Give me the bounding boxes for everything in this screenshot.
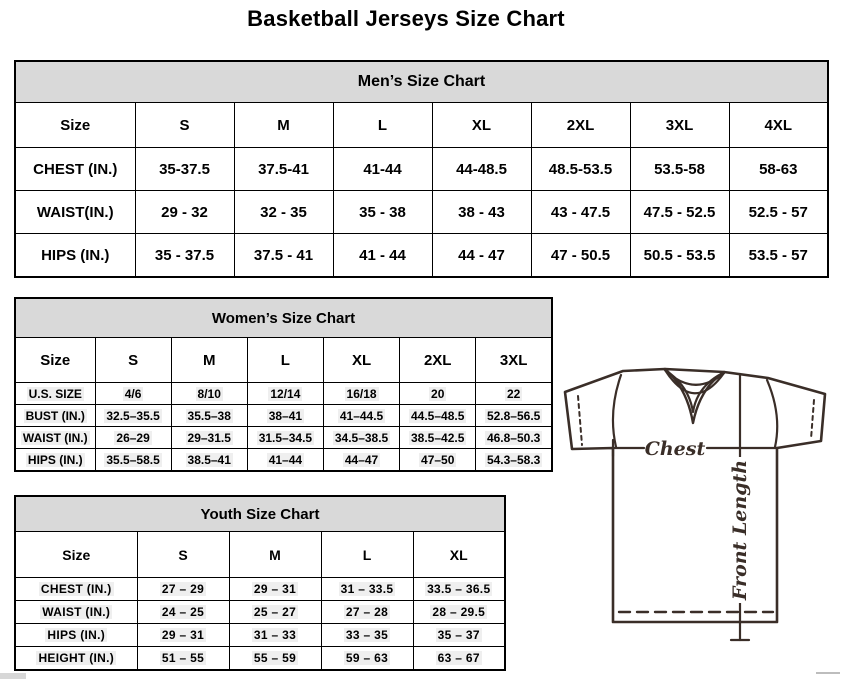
mens-value-cell [729, 148, 828, 191]
mens-header-cell: 2XL [531, 103, 630, 148]
chest-label: Chest [644, 438, 706, 460]
mens-value-cell [729, 234, 828, 278]
youth-value-text: 29 – 31 [161, 628, 205, 642]
mens-value-text: 47 - 50.5 [550, 246, 611, 264]
mens-header-cell: 4XL [729, 103, 828, 148]
womens-value-text: 26–29 [116, 430, 150, 445]
womens-row-label [15, 405, 95, 427]
womens-value-cell [476, 449, 552, 472]
mens-value-text: 50.5 - 53.5 [643, 246, 716, 264]
womens-value-cell [95, 405, 171, 427]
womens-header-cell: XL [323, 338, 399, 383]
mens-chart-title: Men’s Size Chart [15, 61, 828, 103]
womens-chart-title: Women’s Size Chart [15, 298, 552, 338]
womens-value-cell [247, 405, 323, 427]
mens-value-cell [234, 191, 333, 234]
jersey-measurement-diagram [555, 360, 843, 652]
youth-header-cell: L [321, 532, 413, 578]
youth-value-text: 63 – 67 [437, 651, 480, 665]
youth-value-text: 51 – 55 [161, 651, 205, 665]
mens-row-label-text: CHEST (IN.) [33, 160, 118, 178]
womens-header-cell: S [95, 338, 171, 383]
womens-value-cell [323, 383, 399, 405]
womens-value-cell [323, 405, 399, 427]
womens-value-cell [247, 383, 323, 405]
mens-row-label [15, 148, 135, 191]
womens-value-text: 44.5–48.5 [411, 408, 465, 423]
mens-header-cell: 3XL [630, 103, 729, 148]
mens-value-cell [630, 234, 729, 278]
youth-header-cell: Size [15, 532, 137, 578]
mens-value-text: 52.5 - 57 [748, 203, 808, 221]
youth-value-text: 59 – 63 [345, 651, 389, 665]
mens-header-cell: XL [432, 103, 531, 148]
mens-value-cell [630, 191, 729, 234]
womens-header-cell: L [247, 338, 323, 383]
youth-row-label [15, 601, 137, 624]
womens-value-text: 44–47 [344, 452, 379, 467]
youth-value-cell [413, 647, 505, 671]
womens-row-label-text: WAIST (IN.) [22, 430, 88, 445]
mens-value-cell [333, 191, 432, 234]
mens-row-label-text: WAIST(IN.) [36, 203, 114, 221]
scrollbar-fragment-left[interactable] [0, 673, 26, 679]
mens-value-text: 44 - 47 [458, 246, 505, 264]
mens-row-label [15, 234, 135, 278]
mens-value-text: 48.5-53.5 [548, 160, 613, 178]
youth-row-label-text: CHEST (IN.) [40, 582, 112, 596]
youth-row-label [15, 647, 137, 671]
womens-value-text: 32.5–35.5 [106, 408, 160, 423]
page-title: Basketball Jerseys Size Chart [247, 6, 565, 31]
womens-value-text: 20 [431, 386, 445, 401]
mens-header-cell: Size [15, 103, 135, 148]
mens-value-cell [135, 148, 234, 191]
womens-value-text: 31.5–34.5 [258, 430, 313, 445]
youth-value-text: 31 – 33 [253, 628, 297, 642]
mens-value-cell [531, 148, 630, 191]
mens-value-cell [135, 191, 234, 234]
womens-value-cell [95, 449, 171, 472]
youth-value-text: 55 – 59 [253, 651, 297, 665]
youth-chart-title: Youth Size Chart [15, 496, 505, 532]
womens-value-text: 41–44 [268, 452, 303, 467]
mens-value-text: 37.5 - 41 [253, 246, 314, 264]
mens-value-text: 47.5 - 52.5 [643, 203, 716, 221]
mens-value-cell [432, 148, 531, 191]
mens-value-cell [234, 148, 333, 191]
scrollbar-fragment-right [816, 672, 840, 674]
mens-header-cell: S [135, 103, 234, 148]
youth-value-cell [229, 624, 321, 647]
womens-value-text: 8/10 [197, 386, 221, 401]
youth-value-text: 27 – 29 [161, 582, 205, 596]
womens-row-label [15, 449, 95, 472]
womens-value-text: 16/18 [346, 386, 377, 401]
womens-value-text: 47–50 [421, 452, 455, 467]
womens-header-cell: 3XL [476, 338, 552, 383]
mens-value-text: 58-63 [759, 160, 798, 178]
womens-value-text: 38.5–42.5 [411, 430, 465, 445]
womens-header-cell: Size [15, 338, 95, 383]
youth-header-cell: M [229, 532, 321, 578]
mens-value-cell [234, 234, 333, 278]
youth-value-cell [137, 624, 229, 647]
mens-value-text: 53.5-58 [654, 160, 705, 178]
mens-value-text: 44-48.5 [456, 160, 507, 178]
youth-value-text: 29 – 31 [253, 582, 297, 596]
youth-row-label-text: HEIGHT (IN.) [38, 651, 115, 665]
youth-value-cell [229, 578, 321, 601]
youth-value-cell [229, 601, 321, 624]
mens-value-text: 35-37.5 [159, 160, 210, 178]
youth-header-cell: S [137, 532, 229, 578]
womens-value-text: 41–44.5 [339, 408, 384, 423]
womens-value-text: 12/14 [270, 386, 301, 401]
mens-size-table [14, 60, 829, 278]
womens-header-cell: 2XL [400, 338, 476, 383]
front-length-label: Front Length [729, 459, 751, 601]
youth-value-cell [321, 578, 413, 601]
womens-value-cell [171, 449, 247, 472]
womens-value-cell [247, 427, 323, 449]
mens-row-label-text: HIPS (IN.) [41, 246, 110, 264]
mens-value-text: 43 - 47.5 [550, 203, 611, 221]
youth-value-text: 33 – 35 [345, 628, 389, 642]
womens-value-cell [95, 383, 171, 405]
mens-value-cell [729, 191, 828, 234]
womens-value-text: 34.5–38.5 [334, 430, 389, 445]
mens-value-cell [135, 234, 234, 278]
youth-value-cell [229, 647, 321, 671]
womens-value-cell [171, 427, 247, 449]
womens-value-cell [323, 449, 399, 472]
youth-value-cell [321, 601, 413, 624]
mens-value-text: 53.5 - 57 [748, 246, 808, 264]
womens-value-cell [171, 383, 247, 405]
mens-value-text: 29 - 32 [161, 203, 208, 221]
youth-value-cell [413, 601, 505, 624]
womens-value-cell [400, 449, 476, 472]
youth-value-text: 33.5 – 36.5 [427, 582, 491, 596]
womens-row-label [15, 427, 95, 449]
youth-size-table [14, 495, 506, 671]
womens-row-label-text: HIPS (IN.) [27, 452, 83, 467]
youth-value-cell [413, 624, 505, 647]
womens-value-cell [171, 405, 247, 427]
womens-value-cell [400, 383, 476, 405]
youth-row-label-text: HIPS (IN.) [47, 628, 106, 642]
mens-value-cell [333, 234, 432, 278]
womens-value-text: 22 [506, 386, 521, 401]
womens-value-text: 4/6 [124, 386, 142, 401]
mens-value-text: 38 - 43 [458, 203, 505, 221]
mens-value-text: 35 - 38 [359, 203, 406, 221]
mens-value-text: 35 - 37.5 [154, 246, 215, 264]
mens-value-text: 32 - 35 [260, 203, 307, 221]
womens-value-text: 38–41 [268, 408, 303, 423]
youth-value-cell [137, 601, 229, 624]
womens-value-cell [476, 405, 552, 427]
womens-value-cell [247, 449, 323, 472]
youth-value-cell [413, 578, 505, 601]
mens-value-cell [630, 148, 729, 191]
mens-value-cell [333, 148, 432, 191]
womens-value-cell [95, 427, 171, 449]
youth-header-cell: XL [413, 532, 505, 578]
womens-value-text: 54.3–58.3 [486, 452, 541, 467]
mens-value-cell [531, 234, 630, 278]
womens-value-cell [400, 427, 476, 449]
youth-value-text: 27 – 28 [345, 605, 389, 619]
womens-value-cell [400, 405, 476, 427]
youth-row-label [15, 578, 137, 601]
mens-value-text: 41-44 [363, 160, 402, 178]
youth-value-text: 24 – 25 [161, 605, 205, 619]
womens-row-label [15, 383, 95, 405]
womens-value-cell [476, 427, 552, 449]
womens-header-cell: M [171, 338, 247, 383]
youth-row-label [15, 624, 137, 647]
womens-value-cell [476, 383, 552, 405]
youth-value-cell [137, 647, 229, 671]
mens-value-cell [531, 191, 630, 234]
mens-value-cell [432, 191, 531, 234]
mens-header-cell: M [234, 103, 333, 148]
youth-value-text: 31 – 33.5 [340, 582, 394, 596]
womens-row-label-text: BUST (IN.) [25, 408, 85, 423]
womens-value-cell [323, 427, 399, 449]
mens-value-text: 37.5-41 [258, 160, 309, 178]
youth-value-cell [321, 624, 413, 647]
womens-value-text: 52.8–56.5 [486, 408, 541, 423]
youth-value-cell [137, 578, 229, 601]
womens-value-text: 38.5–41 [187, 452, 231, 467]
womens-row-label-text: U.S. SIZE [28, 386, 82, 401]
womens-size-table [14, 297, 553, 472]
youth-value-text: 35 – 37 [437, 628, 480, 642]
mens-value-text: 41 - 44 [359, 246, 406, 264]
youth-value-text: 28 – 29.5 [432, 605, 486, 619]
mens-header-cell: L [333, 103, 432, 148]
mens-value-cell [432, 234, 531, 278]
youth-value-cell [321, 647, 413, 671]
mens-row-label [15, 191, 135, 234]
womens-value-text: 35.5–58.5 [106, 452, 160, 467]
womens-value-text: 46.8–50.3 [486, 430, 541, 445]
youth-row-label-text: WAIST (IN.) [42, 605, 111, 619]
womens-value-text: 29–31.5 [187, 430, 231, 445]
womens-value-text: 35.5–38 [187, 408, 231, 423]
youth-value-text: 25 – 27 [253, 605, 297, 619]
